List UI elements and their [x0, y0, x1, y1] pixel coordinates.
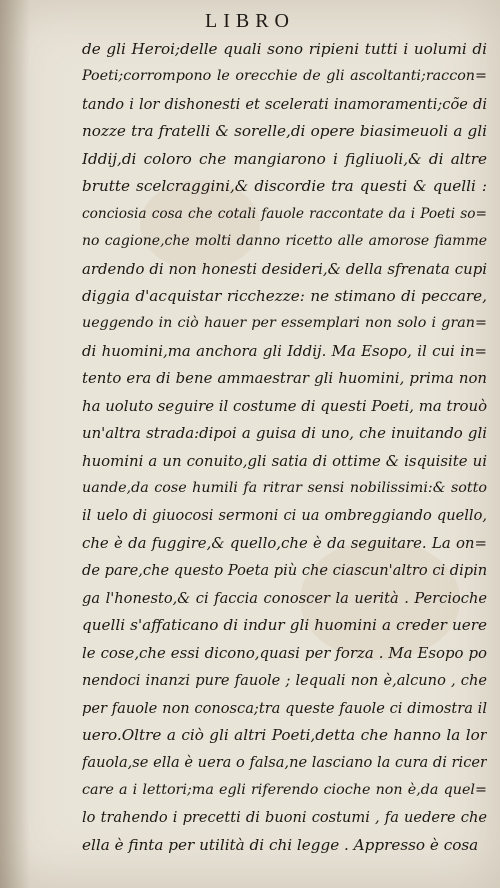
- text-line: de pare,che questo Poeta più che ciascun'altro ci dipin: [82, 562, 487, 580]
- text-line: tando i lor dishonesti et scelerati inamoramenti;cõe di: [82, 95, 487, 113]
- text-line: lo trahendo i precetti di buoni costumi , fa uedere che: [82, 809, 487, 827]
- text-line: Poeti;corrompono le orecchie de gli ascoltanti;raccon=: [82, 68, 487, 85]
- text-line: per fauole non conosca;tra queste fauole ci dimostra il: [82, 699, 487, 717]
- text-line: ella è finta per utilità di chi legge . Appresso è cosa: [82, 835, 479, 854]
- text-line: care a i lettori;ma egli riferendo cioche non è,da quel=: [82, 781, 487, 798]
- text-line: de gli Heroi;delle quali sono ripieni tutti i uolumi di: [82, 40, 487, 58]
- text-line: ga l'honesto,& ci faccia conoscer la uerità . Percioche: [82, 589, 487, 607]
- text-line: diggia d'acquistar ricchezze: ne stimano di peccare,: [82, 286, 487, 305]
- text-line: Iddij,di coloro che mangiarono i figliuoli,& di altre: [82, 149, 487, 168]
- text-line: le cose,che essi dicono,quasi per forza . Ma Esopo po: [82, 643, 487, 662]
- text-line: fauola,se ella è uera o falsa,ne lasciano la cura di ricer: [82, 754, 487, 772]
- text-line: no cagione,che molti danno ricetto alle amorose fiamme: [82, 233, 487, 250]
- text-line: il uelo di giuocosi sermoni ci ua ombreggiando quello,: [82, 507, 487, 525]
- text-line: quelli s'affaticano di indur gli huomini a creder uere: [82, 616, 487, 635]
- text-line: ardendo di non honesti desideri,& della sfrenata cupi: [82, 259, 487, 278]
- text-line: un'altra strada:dipoi a guisa di uno, che inuitando gli: [82, 424, 487, 443]
- text-line: ha uoluto seguire il costume di questi Poeti, ma trouò: [82, 396, 487, 415]
- text-line: conciosia cosa che cotali fauole raccontate da i Poeti so=: [82, 205, 487, 222]
- text-line: uero.Oltre a ciò gli altri Poeti,detta che hanno la lor: [82, 725, 487, 744]
- text-line: tento era di bene ammaestrar gli huomini, prima non: [82, 369, 487, 388]
- text-line: huomini a un conuito,gli satia di ottime & isquisite ui: [82, 451, 487, 470]
- page-gutter-shadow: [0, 0, 30, 888]
- text-line: che è da fuggire,& quello,che è da seguitare. La on=: [82, 533, 487, 552]
- running-header: LIBRO: [205, 10, 295, 32]
- text-line: nendoci inanzi pure fauole ; lequali non è,alcuno , che: [82, 672, 487, 690]
- text-line: ueggendo in ciò hauer per essemplari non solo i gran=: [82, 315, 487, 332]
- text-line: nozze tra fratelli & sorelle,di opere biasimeuoli a gli: [82, 122, 487, 141]
- text-line: brutte scelcraggini,& discordie tra questi & quelli :: [82, 177, 487, 196]
- body-text: [82, 36, 487, 859]
- text-line: uande,da cose humili fa ritrar sensi nobilissimi:& sotto: [82, 480, 487, 496]
- text-line: di huomini,ma anchora gli Iddij. Ma Esopo, il cui in=: [82, 341, 487, 360]
